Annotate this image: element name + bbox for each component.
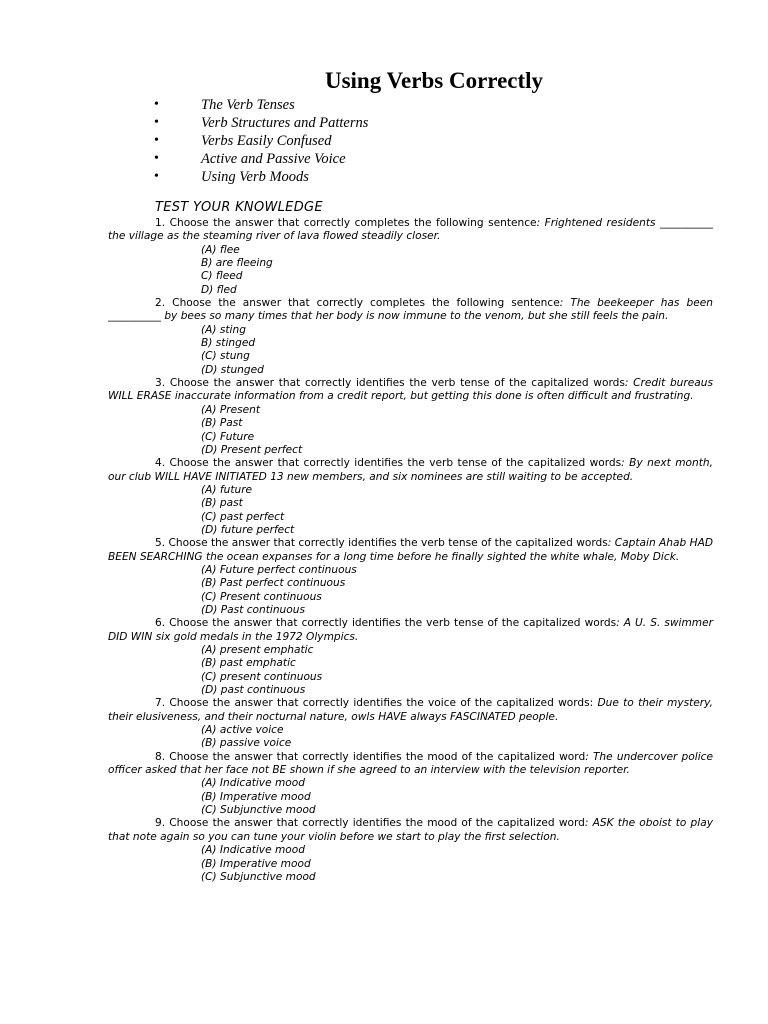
- answer-option: B) stinged: [201, 337, 256, 350]
- answer-option: (D) Past continuous: [201, 603, 305, 616]
- answer-option: (C) Subjunctive mood: [201, 870, 316, 883]
- answer-option: B) are fleeing: [201, 257, 273, 270]
- question-stem: 7. Choose the answer that correctly identifies the voice of the capitalized words:: [155, 697, 594, 710]
- answer-option: (D) Present perfect: [201, 443, 303, 456]
- answer-option: (C) present continuous: [201, 670, 323, 683]
- topic-item: [150, 114, 368, 132]
- question-sentence: : Frightened residents __________ the village as the steaming river of lava flowed steadily closer.: [108, 217, 713, 243]
- question-sentence: : The beekeeper has been __________ by bees so many times that her body is now immune to the venom, but she still feels the pain.: [108, 297, 713, 323]
- answer-option: (A) Indicative mood: [201, 844, 305, 857]
- answer-option: (A) Future perfect continuous: [201, 563, 357, 576]
- answer-option: (C) Subjunctive mood: [201, 804, 316, 817]
- question-text: [108, 217, 713, 244]
- question-sentence: : A U. S. swimmer DID WIN six gold medals in the 1972 Olympics.: [108, 617, 713, 643]
- question-sentence: : By next month, our club WILL HAVE INITIATED 13 new members, and six nominees are still waiting to be accepted.: [108, 457, 713, 483]
- topic-item: [150, 132, 368, 150]
- question-sentence: : The undercover police officer asked that her face not BE shown if she agreed to an interview with the television reporter.: [108, 750, 713, 777]
- question-text: [108, 297, 713, 324]
- question-text: [108, 751, 713, 778]
- answer-option: (B) passive voice: [201, 737, 292, 750]
- answer-option: (B) Imperative mood: [201, 857, 311, 870]
- question-text: [108, 617, 713, 644]
- question-text: [108, 697, 713, 724]
- bullet-icon: •: [154, 115, 159, 130]
- answer-option: (D) stunged: [201, 363, 264, 376]
- answer-option: (A) sting: [201, 323, 246, 336]
- answer-option: (B) Past perfect continuous: [201, 577, 346, 590]
- question-stem: 4. Choose the answer that correctly identifies the verb tense of the capitalized words: [155, 457, 622, 470]
- topic-label: Verb Structures and Patterns: [201, 115, 369, 131]
- question-text: [108, 377, 713, 404]
- question-text: [108, 817, 713, 844]
- answer-option: (B) Past: [201, 417, 243, 430]
- question-sentence: : Credit bureaus WILL ERASE inaccurate information from a credit report, but getting this done is often difficult and frustrating.: [108, 377, 713, 403]
- answer-option: (C) Present continuous: [201, 590, 322, 603]
- answer-option: D) fled: [201, 283, 237, 296]
- answer-option: (A) Present: [201, 403, 261, 416]
- answer-option: (D) past continuous: [201, 684, 306, 697]
- answer-option: (D) future perfect: [201, 523, 295, 536]
- answer-option: (B) past emphatic: [201, 657, 296, 670]
- answer-option: (A) present emphatic: [201, 644, 314, 656]
- answer-option: (B) past: [201, 497, 243, 510]
- answer-option: (B) Imperative mood: [201, 790, 311, 803]
- section-heading: TEST YOUR KNOWLEDGE: [155, 200, 323, 215]
- answer-option: C) fleed: [201, 270, 243, 283]
- topic-item: [150, 96, 368, 114]
- bullet-icon: •: [154, 169, 159, 184]
- question-stem: 6. Choose the answer that correctly identifies the verb tense of the capitalized words: [155, 617, 617, 630]
- question-stem: 5. Choose the answer that correctly identifies the verb tense of the capitalized words: [155, 537, 608, 550]
- question-sentence: : ASK the oboist to play that note again so you can tune your violin before we start to play the first selection.: [108, 817, 713, 843]
- topic-item: [150, 168, 368, 186]
- question-stem: 1. Choose the answer that correctly completes the following sentence: [155, 217, 537, 229]
- topic-label: Active and Passive Voice: [201, 151, 346, 167]
- question-sentence: Due to their mystery, their elusiveness, and their nocturnal nature, owls HAVE always FASCINATED people.: [108, 697, 713, 723]
- question-sentence: : Captain Ahab HAD BEEN SEARCHING the ocean expanses for a long time before he finally sighted the white whale, Moby Dick.: [108, 537, 714, 563]
- topic-item: [150, 150, 368, 168]
- answer-option: (C) past perfect: [201, 510, 285, 523]
- page-title: Using Verbs Correctly: [324, 68, 544, 93]
- topic-label: Verbs Easily Confused: [201, 133, 332, 149]
- answer-option: (C) stung: [201, 350, 250, 363]
- answer-option: (C) Future: [201, 430, 255, 443]
- answer-option: (A) future: [201, 483, 253, 496]
- answer-option: (A) active voice: [201, 724, 284, 737]
- question-stem: 9. Choose the answer that correctly identifies the mood of the capitalized word: [155, 817, 585, 830]
- bullet-icon: •: [154, 97, 159, 112]
- topic-list: [150, 96, 368, 186]
- bullet-icon: •: [154, 151, 159, 166]
- question-text: [108, 457, 713, 484]
- answer-option: (A) flee: [201, 243, 240, 256]
- question-stem: 2. Choose the answer that correctly completes the following sentence: [155, 297, 560, 310]
- answer-option: (A) Indicative mood: [201, 777, 305, 790]
- question-list: [108, 217, 713, 884]
- topic-label: Using Verb Moods: [201, 169, 309, 185]
- question-stem: 3. Choose the answer that correctly identifies the verb tense of the capitalized words: [155, 377, 625, 390]
- topic-label: The Verb Tenses: [201, 97, 295, 113]
- bullet-icon: •: [154, 133, 159, 148]
- question-text: [108, 537, 713, 564]
- question-stem: 8. Choose the answer that correctly identifies the mood of the capitalized word: [155, 750, 586, 763]
